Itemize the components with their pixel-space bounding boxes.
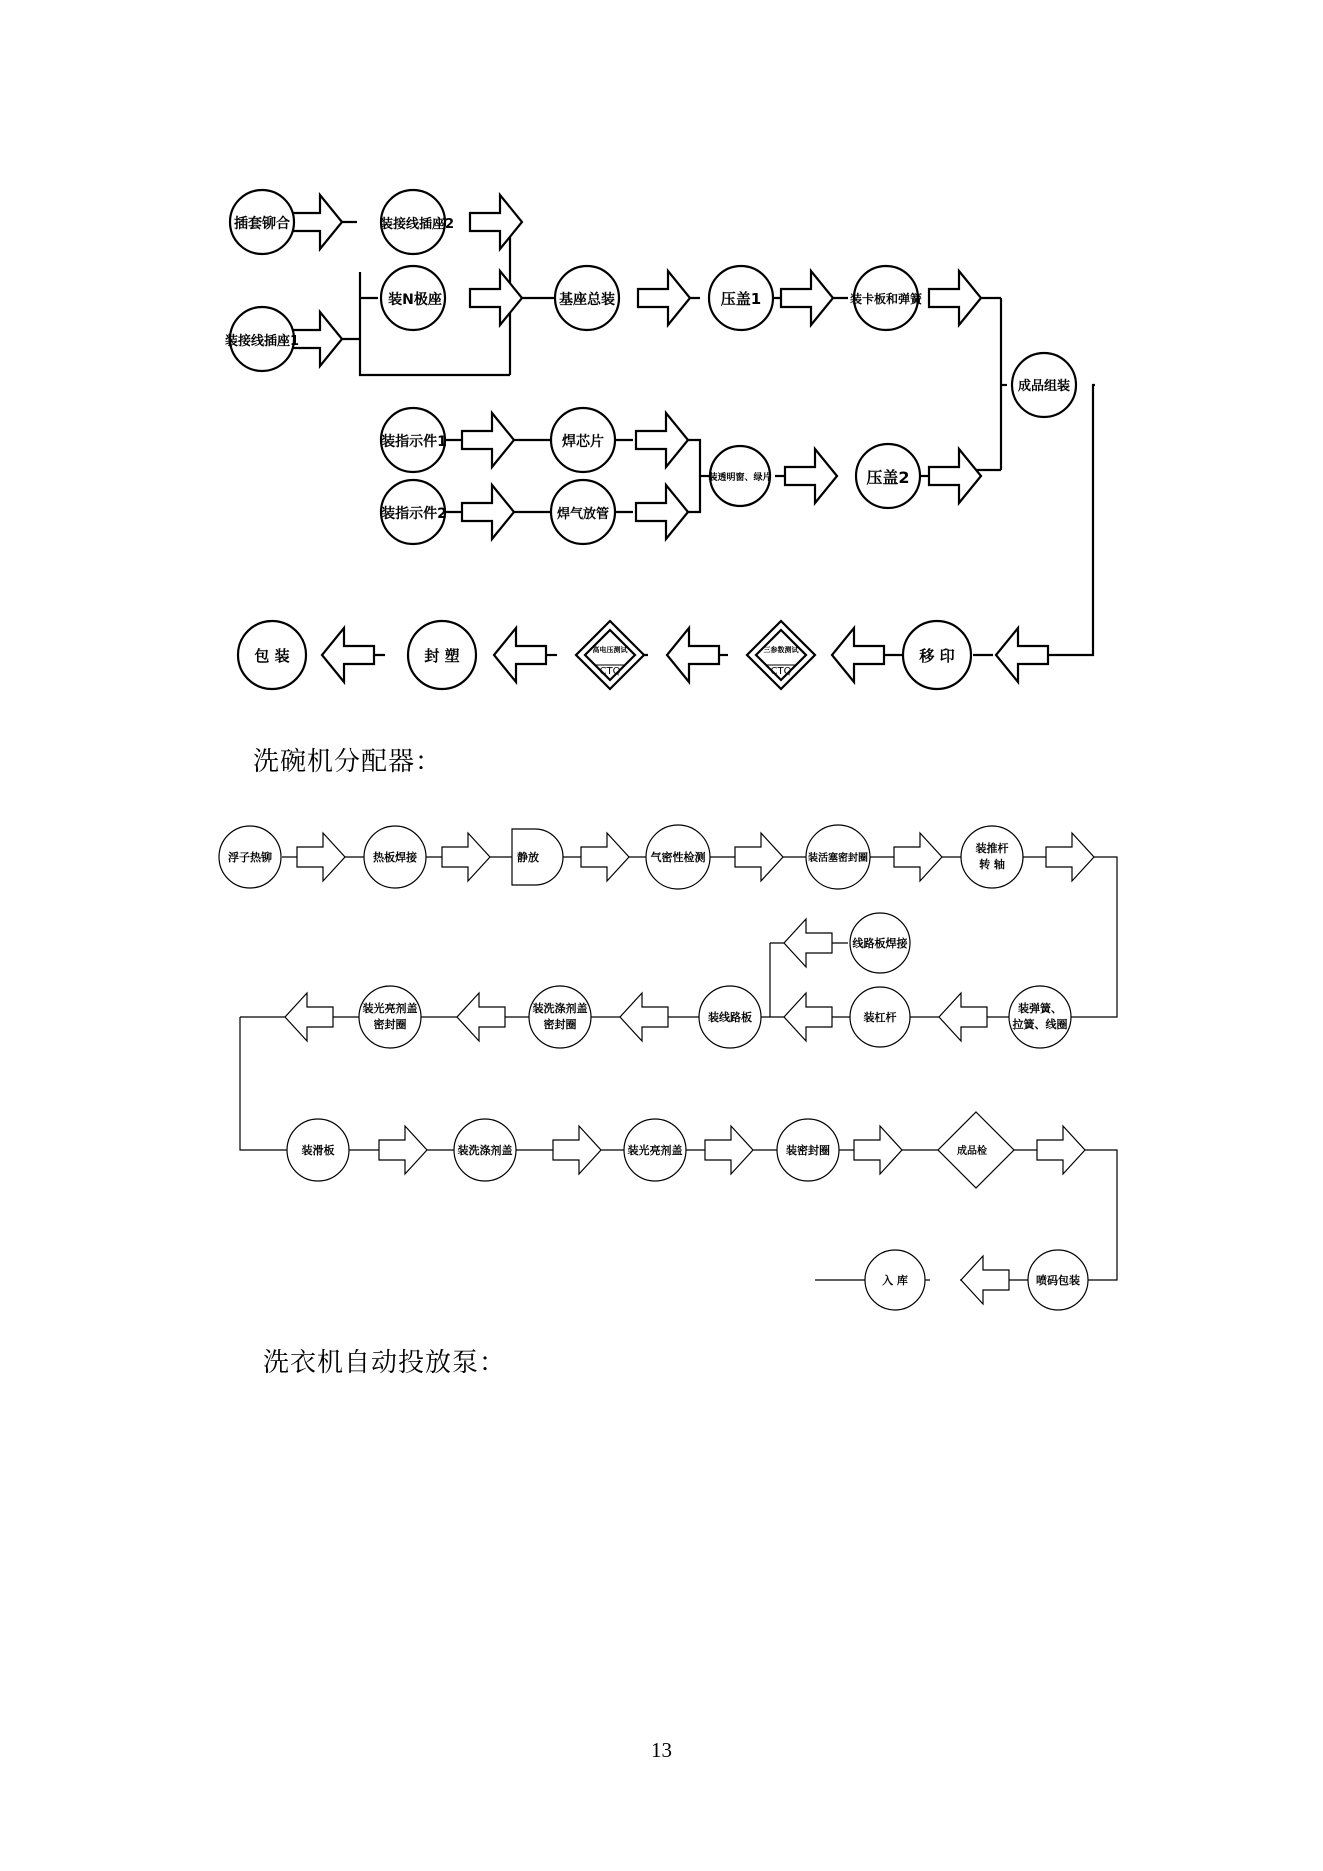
- node-label-seal-ring: 装密封圈: [786, 1144, 830, 1157]
- node-label-solder-gas-tube: 焊气放管: [556, 507, 610, 522]
- node-label-final-inspection: 成品检: [957, 1146, 987, 1157]
- node-label-rest: 静放: [517, 851, 539, 864]
- node-label-window-green: 装透明窗、绿片: [708, 473, 772, 483]
- flow-arrow: [494, 628, 546, 682]
- flow-arrow: [379, 1126, 427, 1174]
- flow-arrow: [322, 628, 374, 682]
- node-label-press-cover-2: 压盖2: [866, 468, 910, 487]
- node-label-rivet-sleeve: 插套铆合: [234, 216, 290, 232]
- section-heading-washing-machine: 洗衣机自动投放泵：: [263, 1348, 507, 1378]
- flow-arrow: [297, 833, 345, 881]
- node-circle: [529, 986, 591, 1048]
- node-label-push-rod: 装推杆: [975, 842, 1009, 855]
- node-label-detergent-lid-seal: 装洗涤剂盖: [532, 1002, 588, 1015]
- node-label-float-riveting: 浮子热铆: [228, 851, 272, 864]
- node-label-shaft: 转 轴: [979, 858, 1005, 871]
- node-label-n-pole-seat: 装N极座: [388, 292, 442, 308]
- flow-arrow: [636, 413, 688, 467]
- node-label-terminal-socket-1: 装接线插座1: [224, 334, 300, 349]
- flow-arrow: [285, 993, 333, 1041]
- flow-arrow: [462, 413, 514, 467]
- node-label-code-packing: 喷码包装: [1036, 1274, 1080, 1287]
- node-label-terminal-socket-2: 装接线插座2: [379, 217, 455, 232]
- flow-arrow: [462, 485, 514, 539]
- node-label-air-tightness-test: 气密性检测: [650, 851, 706, 864]
- node-label-ctq-2: CTQ: [770, 666, 792, 677]
- flow-arrow: [636, 485, 688, 539]
- flow-arrow: [553, 1126, 601, 1174]
- node-label-ctq-1: CTQ: [599, 666, 621, 677]
- node-label-rinse-lid-seal: 装光亮剂盖: [362, 1002, 418, 1015]
- flow-arrow: [581, 833, 629, 881]
- flow-arrows-dishwasher: [285, 833, 1094, 1304]
- node-label-pcb-welding: 线路板焊接: [852, 937, 908, 950]
- node-label-indicator-2: 装指示件2: [381, 506, 447, 522]
- flow-arrow: [785, 449, 837, 503]
- node-label-lever: 装杠杆: [863, 1011, 897, 1024]
- node-label-hot-plate-welding: 热板焊接: [373, 851, 417, 864]
- flowchart-dishwasher: [240, 857, 1117, 1280]
- flow-arrow: [784, 919, 832, 967]
- flow-arrow: [638, 271, 690, 325]
- flow-arrow: [929, 271, 981, 325]
- flow-arrow: [939, 993, 987, 1041]
- node-circle: [359, 986, 421, 1048]
- node-label-seal-ring-2: 密封圈: [373, 1018, 407, 1031]
- flow-arrow: [1037, 1126, 1085, 1174]
- flow-arrow: [832, 628, 884, 682]
- flow-arrow: [781, 271, 833, 325]
- flow-arrow: [996, 628, 1048, 682]
- connector: [680, 440, 700, 512]
- flow-arrow: [705, 1126, 753, 1174]
- node-label-press-cover-1: 压盖1: [720, 290, 762, 308]
- node-label-piston-seal: 装活塞密封圈: [808, 853, 868, 864]
- node-circle: [961, 826, 1023, 888]
- node-label-pcb: 装线路板: [708, 1011, 752, 1024]
- node-label-solder-chip: 焊芯片: [562, 434, 604, 450]
- flow-arrow: [667, 628, 719, 682]
- flow-arrow: [470, 195, 522, 249]
- flow-arrow: [457, 993, 505, 1041]
- node-label-clip-and-spring: 装卡板和弹簧: [849, 292, 923, 306]
- flow-nodes-dishwasher: [219, 825, 1088, 1310]
- flow-arrow: [290, 195, 342, 249]
- section-heading-dishwasher: 洗碗机分配器：: [253, 747, 443, 777]
- node-label-high-voltage-test: 高电压测试: [592, 646, 628, 654]
- node-circle: [1009, 986, 1071, 1048]
- node-label-slide-plate: 装滑板: [301, 1144, 335, 1157]
- node-label-detergent-lid: 装洗涤剂盖: [457, 1144, 513, 1157]
- flow-arrow: [929, 449, 981, 503]
- flow-arrow: [961, 1256, 1009, 1304]
- flow-arrow: [894, 833, 942, 881]
- flow-arrow: [442, 833, 490, 881]
- flow-arrow: [1046, 833, 1094, 881]
- node-label-spring: 装弹簧、: [1018, 1002, 1062, 1015]
- node-label-base-assembly: 基座总装: [559, 292, 615, 308]
- node-label-pad-print: 移 印: [919, 647, 955, 665]
- flow-arrow: [735, 833, 783, 881]
- node-label-three-param-test: 三参数测试: [763, 646, 799, 654]
- node-label-seal-ring-1: 密封圈: [543, 1018, 577, 1031]
- node-label-rinse-lid: 装光亮剂盖: [627, 1144, 683, 1157]
- node-label-shrink-wrap: 封 塑: [424, 647, 460, 665]
- flow-arrow: [620, 993, 668, 1041]
- node-label-tension-coil: 拉簧、线圈: [1012, 1018, 1068, 1031]
- flow-arrow: [470, 271, 522, 325]
- flow-arrow: [854, 1126, 902, 1174]
- node-label-warehousing: 入 库: [882, 1274, 908, 1287]
- flow-arrow: [784, 993, 832, 1041]
- node-label-final-assembly: 成品组装: [1017, 379, 1071, 394]
- node-label-indicator-1: 装指示件1: [381, 434, 447, 450]
- page-number: 13: [651, 1738, 672, 1762]
- connector: [1049, 385, 1095, 655]
- node-label-packing: 包 装: [254, 647, 290, 665]
